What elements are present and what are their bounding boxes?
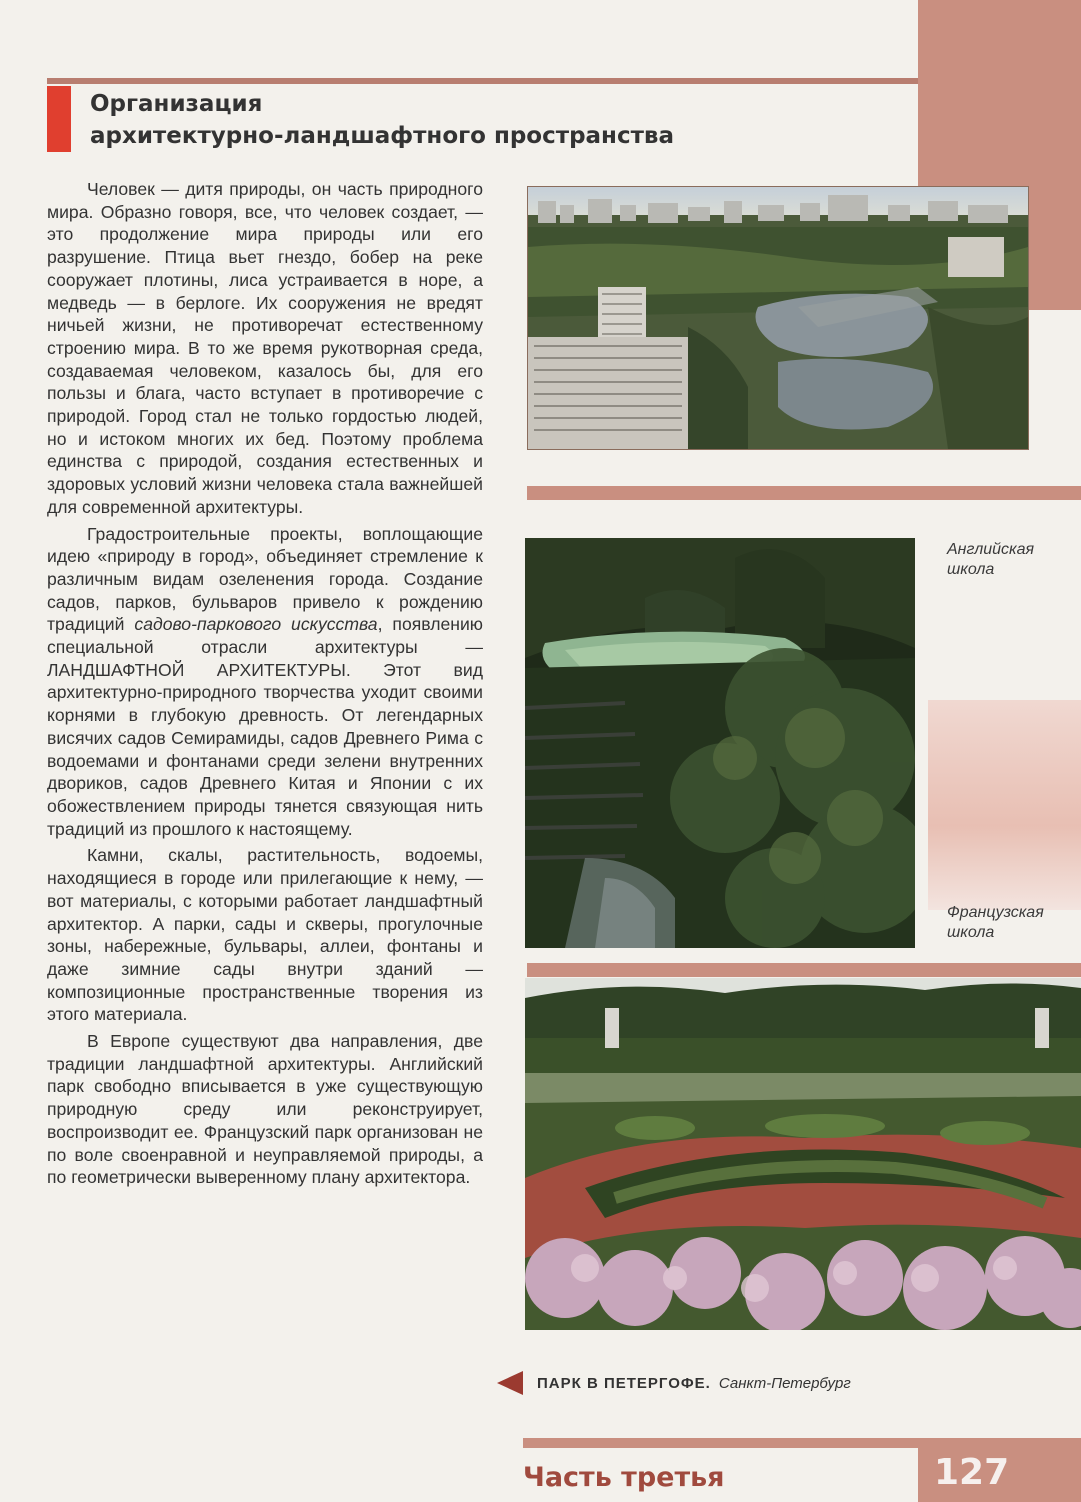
page-number: 127 [934,1452,1010,1493]
caption-title: ПАРК В ПЕТЕРГОФЕ. [537,1374,711,1392]
paragraph-2-caps-term: ЛАНДШАФТНОЙ АРХИТЕКТУРЫ [47,659,346,680]
paragraph-1: Человек — дитя природы, он часть природного мира. Образно говоря, все, что человек создает, — это продолжение мира природы или его разрушение. Птица вьет гнездо, бобер на реке сооружает плотины, лиса устраивается в норе, а медведь — в берлоге. Их сооружения не вредят ничьей жизни, не противоречат естественному строению мира. В то же время рукотворная среда, создаваемая человеком, казалось бы, для его пользы и блага, часто вступает в противоречие с природой. Город стал не только гордостью людей, но и истоком многих их бед. Поэтому проблема единства с природой, создания естественных и здоровых условий жизни человека стала важнейшей для современной архитектуры. [47,179,483,517]
title-line-2: архитектурно-ландшафтного пространства [90,123,674,149]
photo-caption [497,1370,851,1396]
english-school-label [947,540,1034,580]
page-title [90,88,850,152]
paragraph-2 [47,523,483,841]
english-label-line-1: Английская [947,541,1035,558]
caption-arrow-icon [497,1371,523,1395]
footer-part-title: Часть третья [523,1462,725,1493]
top-rule [47,78,918,84]
paragraph-2-end: . Этот вид архитектурно-природного творчества уходит своими корнями в глубокую древность. От легендарных висячих садов Семирамиды, садов Древнего Рима с водоемами и фонтанами среди зелени внутренних двориков, садов Древнего Китая и Японии с их обожествлением природы тянется связующая нить традиций из прошлого к настоящему. [47,659,483,839]
title-accent-bar [47,86,71,152]
french-label-line-1: Французская [947,904,1044,921]
english-label-line-2: школа [947,561,995,578]
footer-rule [523,1438,918,1448]
english-garden-photo [525,538,915,948]
paragraph-4: В Европе существуют два направления, две традиции ландшафтной архитектуры. Английский парк свободно вписывается в уже существующую природную среду или реконструирует, воспроизводит ее. Французский парк организован не по воле своенравной и неуправляемой природы, а по геометрически выверенному плану архитектора. [47,1031,483,1188]
body-text [47,178,483,1193]
decorative-strip-1 [527,486,1081,500]
paragraph-2-middle: , появлению специальной отрасли архитектуры — [47,614,483,658]
decorative-strip-2 [527,963,1081,977]
paragraph-2-start: Градостроительные проекты, воплощающие идею «природу в город», объединяет стремление к различным видам озеленения города. Создание садов, парков, бульваров привело к рождению традиций [47,523,483,635]
city-park-photo [527,186,1029,450]
title-line-1: Организация [90,91,263,117]
french-garden-photo [525,978,1081,1330]
french-school-label [947,903,1044,943]
french-label-line-2: школа [947,924,995,941]
paragraph-2-italic-term: садово-паркового искусства [134,614,378,635]
caption-location: Санкт-Петербург [718,1374,851,1392]
paragraph-3: Камни, скалы, растительность, водоемы, находящиеся в городе или прилегающие к нему, — вот материалы, с которыми работает ландшафтный архитектор. А парки, сады и скверы, прогулочные зоны, набережные, бульвары, аллеи, фонтаны и даже зимние сады внутри зданий — композиционные пространственные творения из этого материала. [47,845,483,1025]
decorative-band-middle [928,700,1081,910]
